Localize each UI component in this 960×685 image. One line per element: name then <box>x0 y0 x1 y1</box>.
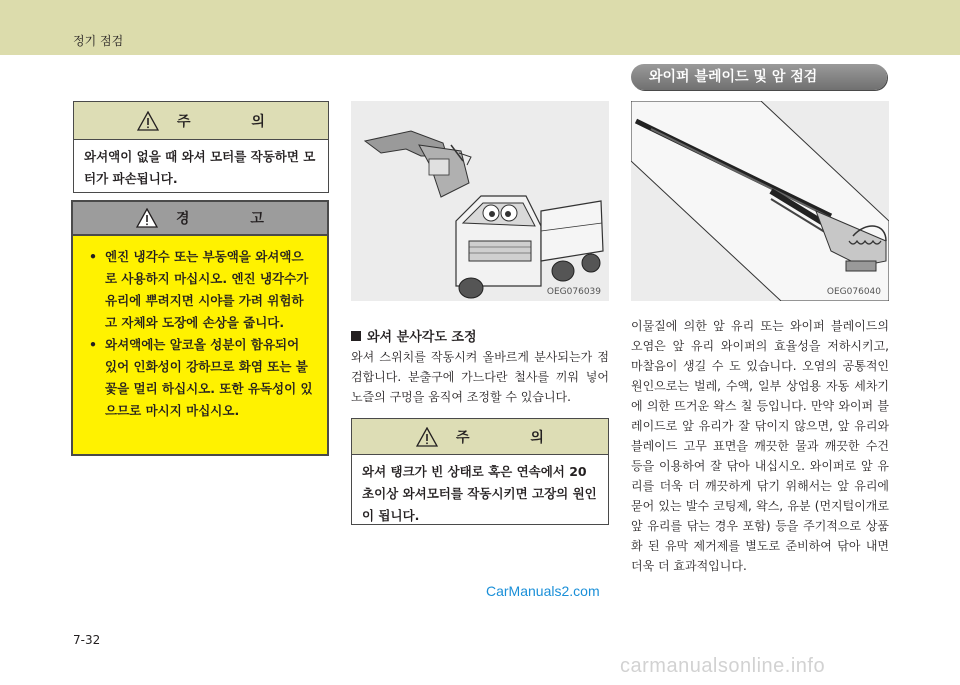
section-heading-washer: 와셔 분사각도 조정 <box>351 326 477 345</box>
warning-list <box>73 236 327 422</box>
wiper-illustration <box>631 101 889 301</box>
watermark-link[interactable]: CarManuals2.com <box>486 583 600 599</box>
caution-box-heading: 주 의 <box>456 429 572 446</box>
warning-box-heading: 경 고 <box>176 211 292 227</box>
wiper-inspection-text: 이물질에 의한 앞 유리 또는 와이퍼 블레이드의 오염은 앞 유리 와이퍼의 효율성을 저하시키고, 마찰음이 생길 수 도 있습니다. 오염의 공통적인 원인으로는 벌레, 수액, 일부 상업용 자동 세차기에 의한 뜨거운 왁스 칠 등입니다. 만약 와이퍼 블레이드로 앞 유리가 잘 닦이지 않으면, 앞 유리와 블레이드 고무 표면을 깨끗한 물과 깨끗한 수건 등을 이용하여 잘 닦아 내십시오. 와이퍼로 앞 유리를 더욱 더 깨끗하게 닦기 위해서는 앞 유리에 묻어 있는 발수 코팅제, 왁스, 유분 (먼지털이개로 앞 유리를 닦는 경우 포함) 등을 주기적으로 상품화 된 유막 제거제를 별도로 준비하여 닦아 내면 더욱 더 효과적입니다. <box>631 319 889 573</box>
warning-box <box>71 200 329 456</box>
warning-triangle-icon <box>136 208 158 228</box>
truck-illustration <box>351 101 609 301</box>
header-band <box>0 0 960 55</box>
image-code: OEG076039 <box>546 287 601 297</box>
caution-box-text: 와셔 탱크가 빈 상태로 혹은 연속에서 20초이상 와셔모터를 작동시키면 고장의 원인이 됩니다. <box>362 464 597 523</box>
header-title: 정기 점검 <box>73 34 124 48</box>
warning-item: • 엔진 냉각수 또는 부동액을 와셔액으로 사용하지 마십시오. 엔진 냉각수가 유리에 뿌려지면 시야를 가려 위험하고 자체와 도장에 손상을 줍니다. <box>89 249 309 330</box>
section-heading-wiper: 와이퍼 블레이드 및 암 점검 <box>631 64 887 90</box>
washer-adjust-text: 와셔 스위치를 작동시켜 올바르게 분사되는가 점검합니다. 분출구에 가느다란 철사를 끼워 넣어 노즐의 구멍을 움직여 조정할 수 있습니다. <box>351 350 609 404</box>
warning-triangle-icon <box>416 427 438 447</box>
wiper-arm-illustration <box>631 101 889 301</box>
caution-box-heading: 주 의 <box>177 113 293 130</box>
caution-box-text: 와셔액이 없을 때 와셔 모터를 작동하면 모터가 파손됩니다. <box>84 149 316 186</box>
warning-box-header <box>73 202 327 236</box>
caution-box-header <box>352 419 608 455</box>
caution-box <box>351 418 609 525</box>
square-bullet-icon <box>351 331 361 341</box>
warning-item: • 와셔액에는 알코올 성분이 함유되어 있어 인화성이 강하므로 화염 또는 불꽃을 멀리 하십시오. 또한 유독성이 있으므로 마시지 마십시오. <box>89 337 313 418</box>
warning-triangle-icon <box>137 111 159 131</box>
caution-box-header <box>74 102 328 140</box>
page-number: 7-32 <box>73 633 101 647</box>
image-code: OEG076040 <box>826 287 881 297</box>
footer-watermark: carmanualsonline.info <box>620 655 826 677</box>
caution-box <box>73 101 329 193</box>
washer-nozzle-illustration <box>351 101 609 301</box>
